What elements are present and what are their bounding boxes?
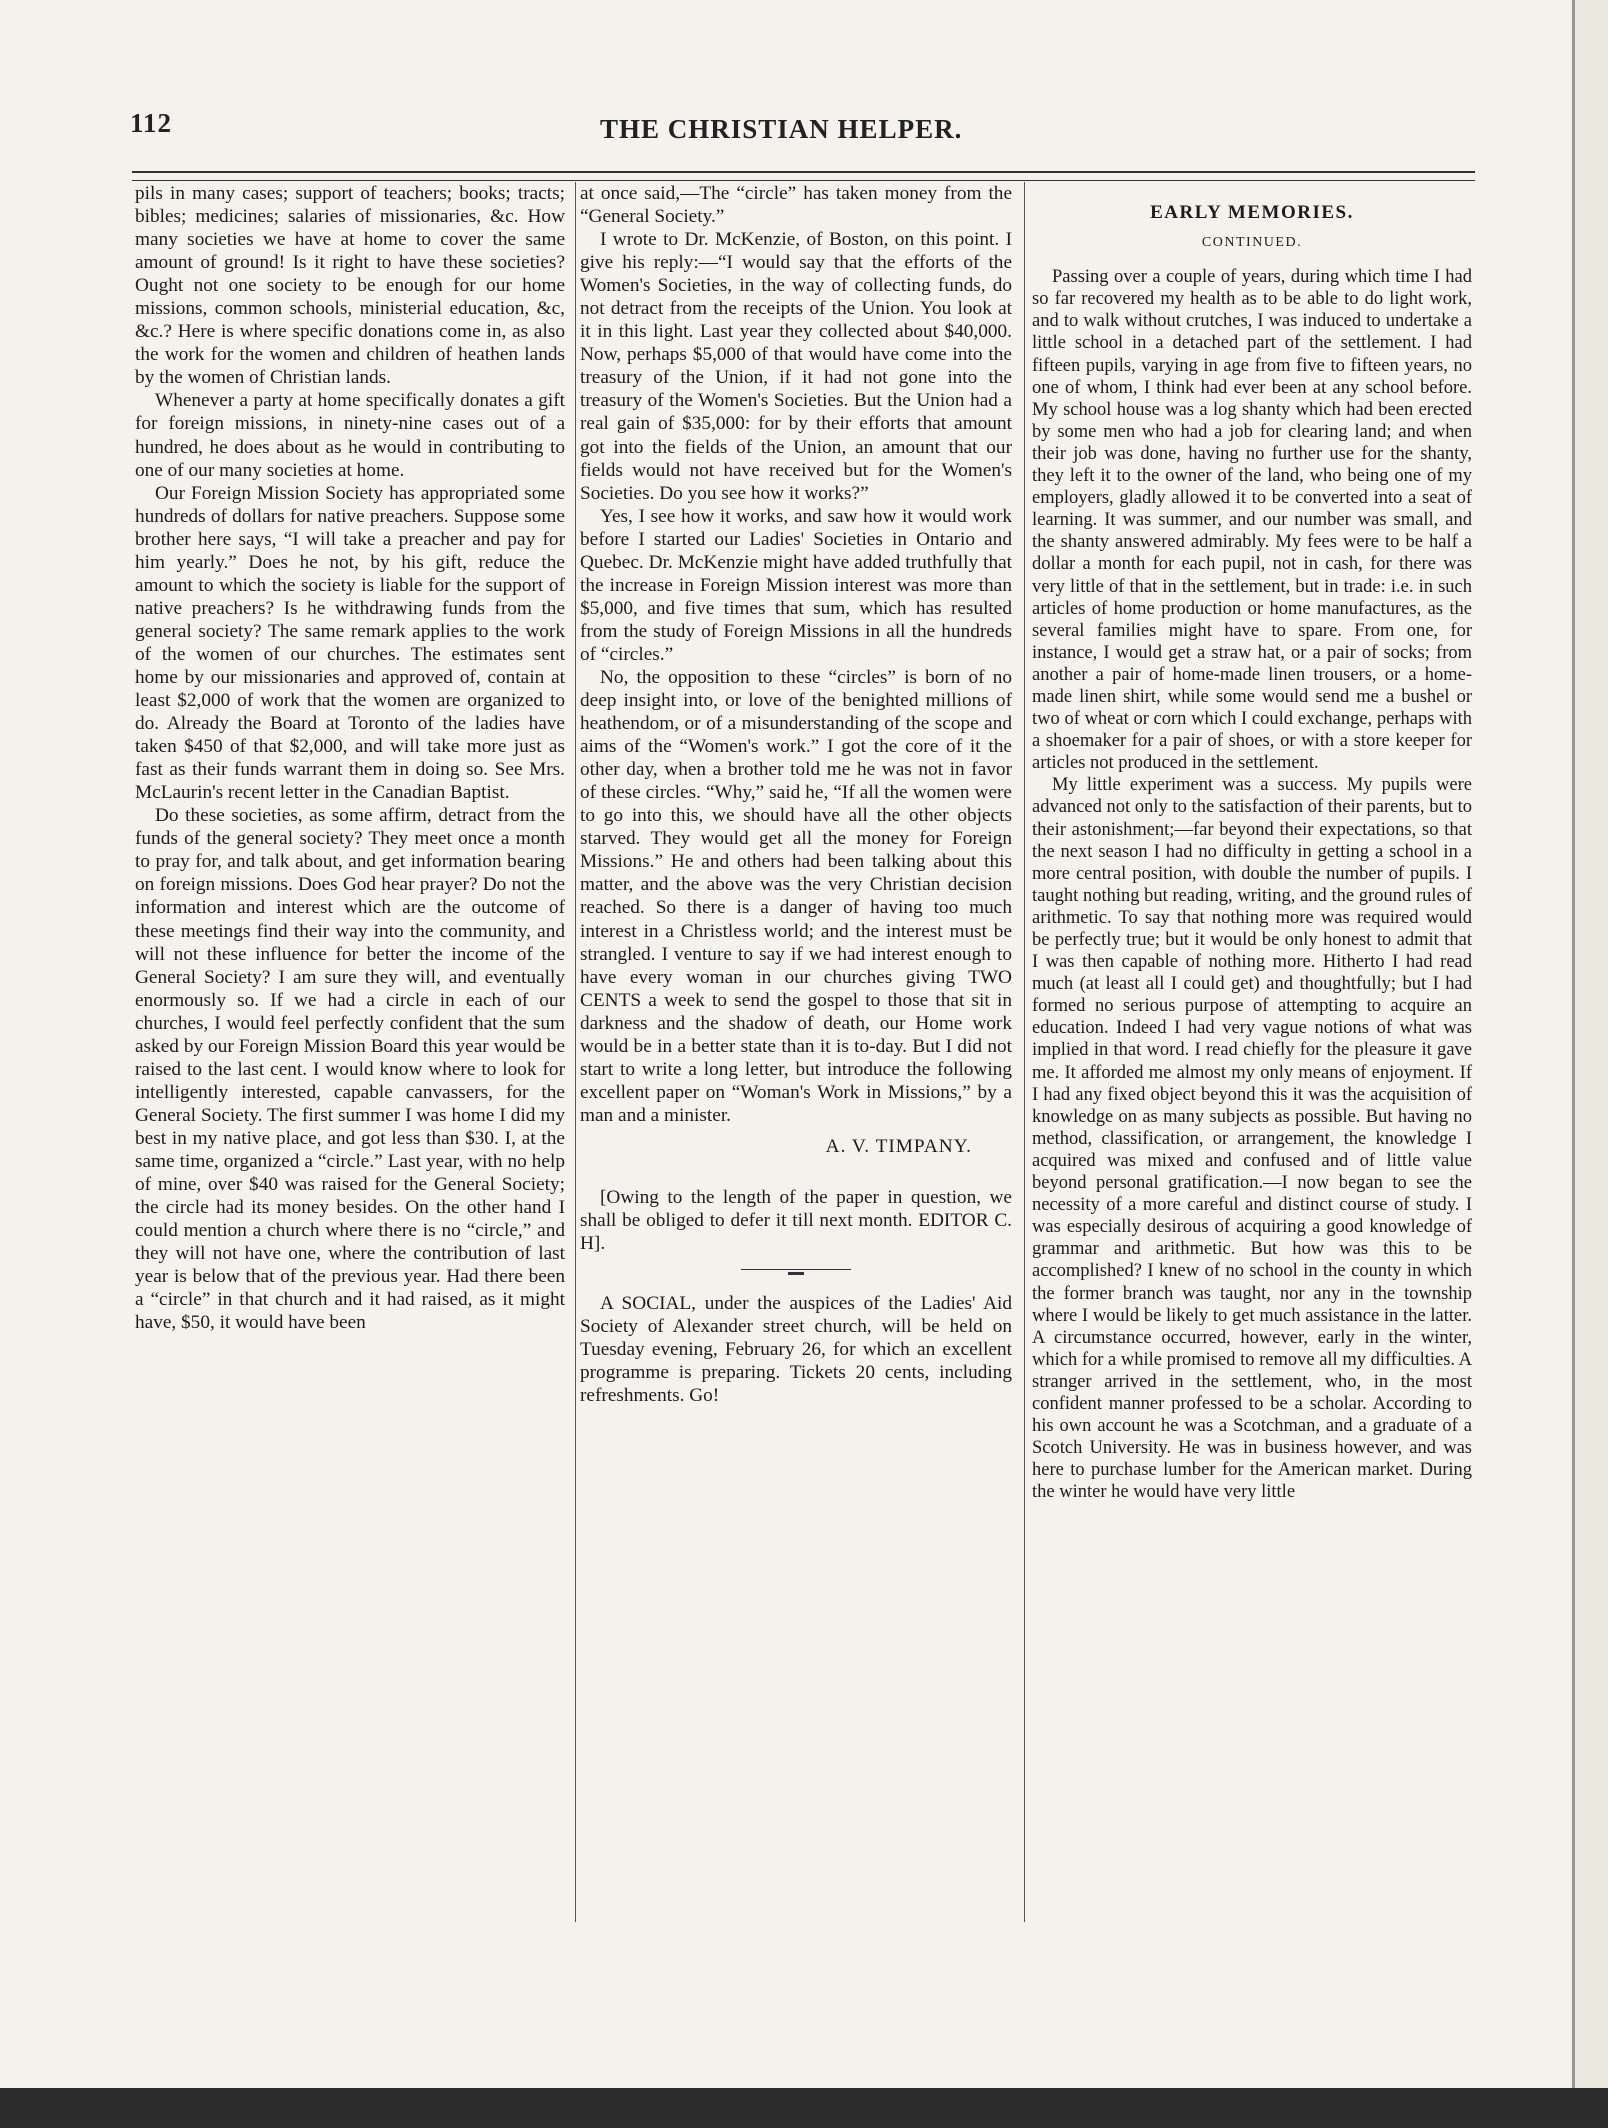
column-1: [135, 182, 565, 1334]
paragraph: Do these societies, as some affirm, detract from the funds of the general society? They meet once a month to pray for, and talk about, and get information bearing on foreign missions. Does God hear prayer? Do not the information and interest which are the outcome of these meetings find their way into the community, and will not these influence for better the income of the General Society? I am sure they will, and eventually enormously so. If we had a circle in each of our churches, I would feel perfectly confident that the sum asked by our Foreign Mission Board this year would be raised to the last cent. I would know where to look for intelligently interested, capable canvassers, for the General Society. The first summer I was home I did my best in my native place, and got less than $30. I, at the same time, organized a “circle.” Last year, with no help of mine, over $40 was raised for the General Society; the circle had its money besides. On the other hand I could mention a church where there is no “circle,” and they will not have one, where the contribution of last year is below that of the previous year. Had there been a “circle” in that church and it had raised, as it might have, $50, it would have been: [135, 805, 565, 1334]
header-rule-thin: [132, 180, 1475, 181]
section-title: EARLY MEMORIES.: [1150, 202, 1354, 223]
paragraph: I wrote to Dr. McKenzie, of Boston, on this point. I give his reply:—“I would say that the efforts of the Women's Societies, in the way of collecting funds, do not detract from the receipts of the Union. You look at it in this light. Last year they collected about $40,000. Now, perhaps $5,000 of that would have come into the treasury of the Union, if it had not gone into the treasury of the Women's Societies. But the Union had a real gain of $35,000: for by their efforts that amount got into the fields of the Union, an amount that our fields would not have received but for the Women's Societies. Do you see how it works?”: [580, 229, 1012, 504]
paragraph: Passing over a couple of years, during which time I had so far recovered my health as to be able to do light work, and to walk without crutches, I was induced to undertake a little school in a detached part of the settlement. I had fifteen pupils, varying in age from five to fifteen years, no one of whom, I think had ever been at any school before. My school house was a log shanty which had been erected by some men who had a job for clearing land; and when their job was done, having no further use for the shanty, they left it to the owner of the land, who being one of my employers, gladly allowed it to be converted into a seat of learning. It was summer, and our number was small, and the shanty answered admirably. My fees were to be half a dollar a month for each pupil, not in cash, for there was very little of that in the settlement, but in trade: i.e. in such articles of home production or home manufactures, as the several families might have to spare. From one, for instance, I would get a straw hat, or a pair of socks; from another a pair of home-made linen trousers, or a home-made linen shirt, while some would send me a bushel or two of wheat or corn which I could exchange, perhaps with a shoemaker for a pair of shoes, or with a store keeper for articles not produced in the settlement.: [1032, 267, 1472, 774]
page-edge: [1572, 0, 1608, 2088]
paragraph: Whenever a party at home specifically donates a gift for foreign missions, in ninety-nine cases out of a hundred, he does about as he would in contributing to one of our many societies at home.: [135, 390, 565, 481]
section-subtitle: CONTINUED.: [1201, 235, 1303, 251]
paragraph: Our Foreign Mission Society has appropriated some hundreds of dollars for native preachers. Suppose some brother here says, “I will take a preacher and pay for him yearly.” Does he not, by his gift, reduce the amount to which the society is liable for the support of native preachers? Is he withdrawing funds from the general society? The same remark applies to the work of the women of our churches. The estimates sent home by our missionaries and approved of, contain at least $2,000 of work that the women are organized to do. Already the Board at Toronto of the ladies have taken $450 of that $2,000, and will take more just as fast as their funds warrant them in doing so. See Mrs. McLaurin's recent letter in the Canadian Baptist.: [135, 482, 565, 804]
section-divider: [741, 1269, 851, 1276]
notice: A SOCIAL, under the auspices of the Ladies' Aid Society of Alexander street church, will be held on Tuesday evening, February 26, for which an excellent programme is preparing. Tickets 20 cents, including refreshments. Go!: [580, 1293, 1012, 1407]
paragraph: at once said,—The “circle” has taken money from the “General Society.”: [580, 183, 1012, 228]
paragraph: My little experiment was a success. My pupils were advanced not only to the satisfaction of their parents, but to their astonishment;—far beyond their expectations, so that the next season I had no difficulty in getting a school in a more central position, with double the number of pupils. I taught nothing but reading, writing, and the ground rules of arithmetic. To say that nothing more was required would be perfectly true; but it would be only honest to admit that I was then capable of nothing more. Hitherto I had read much (at least all I could get) and thoughtfully; but I had formed no serious purpose of attempting to acquire an education. Indeed I had very vague notions of what was implied in that word. I read chiefly for the pleasure it gave me. It afforded me almost my only means of enjoyment. If I had any fixed object beyond this it was the acquisition of knowledge on as many subjects as possible. But having no method, classification, or arrangement, the knowledge I acquired was mixed and confused and of little value beyond personal gratification.—I now began to see the necessity of a more careful and distinct course of study. I was especially desirous of acquiring a good knowledge of grammar and arithmetic. But how was this to be accomplished? I knew of no school in the county in which the former branch was taught, nor any in the township where I would be likely to get much assistance in the latter. A circumstance occurred, however, early in the winter, which for a while promised to remove all my difficulties. A stranger arrived in the settlement, who, in the most confident manner professed to be a scholar. According to his own account he was a Scotchman, and a graduate of a Scotch University. He was in business however, and was here to purchase lumber for the American market. During the winter he would have very little: [1032, 775, 1472, 1503]
editor-note: [Owing to the length of the paper in question, we shall be obliged to defer it till next month. EDITOR C. H].: [580, 1186, 1012, 1255]
page-number: 112: [130, 108, 173, 138]
column-divider: [575, 182, 576, 1922]
signature: A. V. TIMPANY.: [825, 1135, 972, 1157]
column-2: [580, 182, 1012, 1407]
column-divider: [1024, 182, 1025, 1922]
header-rule: [132, 171, 1475, 173]
paragraph: pils in many cases; support of teachers; books; tracts; bibles; medicines; salaries of missionaries, &c. How many societies we have at home to cover the same amount of ground! Is it right to have these societies? Ought not one society to be enough for our home missions, common schools, ministerial education, &c, &c.? Here is where specific donations come in, as also the work for the women and children of heathen lands by the women of Christian lands.: [135, 183, 565, 389]
scan-border: [0, 2088, 1608, 2128]
column-3: [1032, 182, 1472, 1503]
paragraph: No, the opposition to these “circles” is born of no deep insight into, or love of the benighted millions of heathendom, or of a misunderstanding of the scope and aims of the “Women's work.” I got the core of it the other day, when a brother told me he was not in favor of these circles. “Why,” said he, “If all the women were to go into this, we should have all the other objects starved. They would get all the money for Foreign Missions.” He and others had been talking about this matter, and the above was the very Christian decision reached. So there is a danger of having too much interest in a Christless world; and the interest must be strangled. I venture to say if we had interest enough to have every woman in our churches giving TWO CENTS a week to send the gospel to those that sit in darkness and the shadow of death, our Home work would be in a better state than it is to-day. But I did not start to write a long letter, but introduce the following excellent paper on “Woman's Work in Missions,” by a man and a minister.: [580, 666, 1012, 1126]
running-head: THE CHRISTIAN HELPER.: [600, 114, 963, 144]
paragraph: Yes, I see how it works, and saw how it would work before I started our Ladies' Societies in Ontario and Quebec. Dr. McKenzie might have added truthfully that the increase in Foreign Mission interest was more than $5,000, and five times that sum, which has resulted from the study of Foreign Missions in all the hundreds of “circles.”: [580, 505, 1012, 665]
